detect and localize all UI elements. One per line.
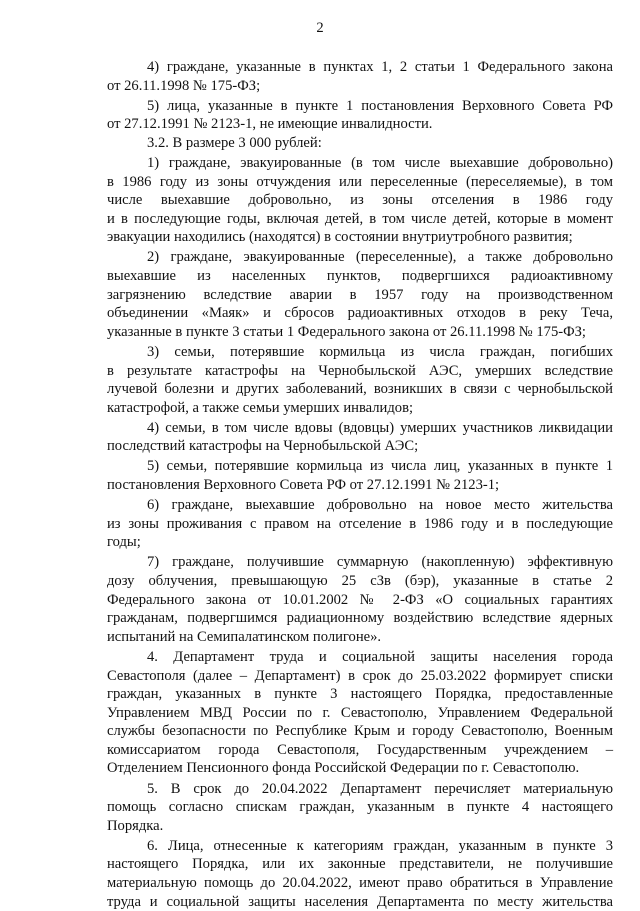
- text-line: 1) граждане, эвакуированные (в том числе выехавшие добровольно): [147, 154, 613, 171]
- text-line: материальную помощь до 20.04.2022, имеют право обратиться в Управление: [107, 875, 613, 892]
- text-line: 4. Департамент труда и социальной защиты населения города: [147, 648, 613, 665]
- text-line: лучевой болезни и других заболеваний, возникших в связи с чернобыльской: [107, 381, 613, 398]
- text-line: эвакуации находились (находятся) в состоянии внутриутробного развития;: [107, 229, 573, 246]
- text-line: испытаний на Семипалатинском полигоне».: [107, 628, 382, 645]
- text-line: Отделением Пенсионного фонда Российской Федерации по г. Севастополю.: [107, 760, 580, 777]
- text-line: последствий катастрофы на Чернобыльской АЭС;: [107, 438, 419, 455]
- text-line: катастрофой, а также семьи умерших инвалидов;: [107, 399, 414, 416]
- text-line: и в последующие годы, включая детей, в том числе детей, которые в момент: [107, 210, 613, 227]
- text-line: 4) граждане, указанные в пунктах 1, 2 статьи 1 Федерального закона: [147, 59, 613, 75]
- text-line: гражданам, подвергшимся радиационному воздействию вследствие ядерных: [107, 610, 613, 627]
- text-line: 3) семьи, потерявшие кормильца из числа граждан, погибших: [147, 343, 613, 360]
- text-line: службы безопасности по Республике Крым и городу Севастополю, Военным: [107, 723, 613, 740]
- text-line: 5. В срок до 20.04.2022 Департамент перечисляет материальную: [147, 780, 613, 797]
- text-line: граждан, указанных в пункте 3 настоящего Порядка, предоставленные: [107, 686, 613, 703]
- text-line: помощь согласно спискам граждан, указанным в пункте 4 настоящего: [107, 799, 613, 816]
- text-line: в результате катастрофы на Чернобыльской АЭС, умерших вследствие: [107, 362, 613, 379]
- text-line: указанные в пункте 3 статьи 1 Федерального закона от 26.11.1998 № 175-ФЗ;: [107, 323, 586, 340]
- text-line: 2) граждане, эвакуированные (переселенные), а также добровольно: [147, 249, 613, 266]
- text-line: 5) лица, указанные в пункте 1 постановления Верховного Совета РФ: [147, 97, 613, 114]
- text-line: Управлением МВД России по г. Севастополю, Управлением Федеральной: [107, 704, 613, 721]
- text-line: числе выехавшие добровольно, из зоны отселения в 1986 году: [107, 192, 613, 209]
- text-line: 6) граждане, выехавшие добровольно на новое место жительства: [147, 497, 613, 514]
- text-line: 4) семьи, в том числе вдовы (вдовцы) умерших участников ликвидации: [147, 419, 613, 436]
- text-line: выехавшие из населенных пунктов, подвергшихся радиоактивному: [107, 268, 613, 285]
- text-line: годы;: [107, 534, 141, 551]
- text-line: Федерального закона от 10.01.2002 № 2-ФЗ «О социальных гарантиях: [107, 591, 613, 608]
- text-line: в 1986 году из зоны отчуждения или переселенные (переселяемые), в том: [107, 173, 613, 190]
- text-line: из зоны проживания с правом на отселение в 1986 году и в последующие: [107, 515, 613, 532]
- text-line: объединении «Маяк» и сбросов радиоактивных отходов в реку Теча,: [107, 305, 613, 322]
- text-line: загрязнению вследствие аварии в 1957 году на производственном: [107, 286, 613, 303]
- page-number: 2: [316, 20, 324, 36]
- text-line: Порядка.: [107, 817, 164, 834]
- text-line: от 27.12.1991 № 2123-1, не имеющие инвалидности.: [107, 116, 433, 133]
- text-line: комиссариатом города Севастополя, Государственным учреждением –: [107, 741, 613, 758]
- text-line: от 26.11.1998 № 175-ФЗ;: [107, 77, 261, 94]
- text-line: настоящего Порядка, или их законные представители, не получившие: [107, 856, 613, 873]
- text-line: 3.2. В размере 3 000 рублей:: [147, 134, 322, 151]
- text-line: дозу облучения, превышающую 25 сЗв (бэр), указанные в статье 2: [107, 573, 613, 590]
- text-line: 5) семьи, потерявшие кормильца из числа лиц, указанных в пункте 1: [147, 458, 613, 475]
- text-line: Севастополя (далее – Департамент) в срок до 25.03.2022 формирует списки: [107, 667, 613, 684]
- text-line: 7) граждане, получившие суммарную (накопленную) эффективную: [147, 554, 613, 571]
- text-line: постановления Верховного Совета РФ от 27.12.1991 № 2123-1;: [107, 477, 500, 494]
- text-line: 6. Лица, отнесенные к категориям граждан, указанным в пункте 3: [147, 837, 613, 854]
- text-line: труда и социальной защиты населения Департамента по месту жительства: [107, 893, 613, 910]
- document-body: [107, 58, 613, 911]
